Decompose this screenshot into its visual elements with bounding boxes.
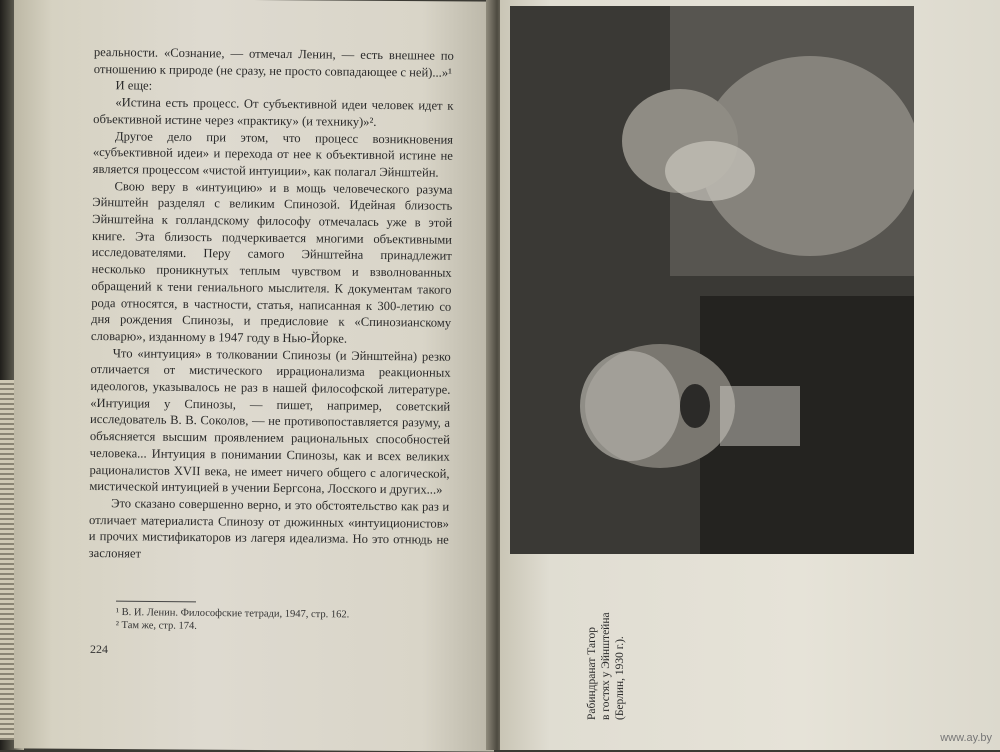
- page-number: 224: [90, 642, 108, 656]
- caption-line: (Берлин, 1930 г.).: [614, 636, 626, 720]
- paragraph: Что «интуиция» в толковании Спинозы (и Эйнштейна) резко отличается от мистического иррационализма реакционных идеологов, указывалось не раз в нашей философской литературе. «Интуиция у Спинозы, — пишет, например, советский исследователь В. В. Соколов, — не противопоставляется разуму, а объясняется высшим проявлением рациональных способностей человека... Интуиция в понимании Спинозы, как и всех великих рационалистов XVII века, не имеет ничего общего с алогической, мистической интуицией в учении Бергсона, Лосского и других...»: [89, 345, 451, 497]
- paragraph: Свою веру в «интуицию» и в мощь человеческого разума Эйнштейн разделял с великим Спинозой. Идейная близость Эйнштейна к голландскому философу отмечалась уже в этой книге. Эта близость подчеркивается многими объективными исследователями. Перу самого Эйнштейна принадлежит несколько проникнутых теплым чувством и взволнованных обращений к тени гениального мыслителя. К документам такого рода относятся, в частности, статья, написанная к 300-летию со дня рождения Спинозы, и предисловие к «Спинозианскому словарю», изданному в 1947 году в Нью-Йорке.: [90, 178, 453, 346]
- footnotes: [116, 606, 446, 635]
- paragraph: «Истина есть процесс. От субъективной идеи человек идет к объективной истине через «практику» (и технику)»².: [93, 95, 454, 129]
- footnote: ² Там же, стр. 174.: [115, 619, 197, 632]
- watermark: www.ay.by: [940, 732, 992, 744]
- paragraph: реальности. «Сознание, — отмечал Ленин, — есть внешнее по отношению к природе (не сразу, не просто совпадающее с ней)...»¹: [93, 44, 454, 80]
- photo-caption: [585, 612, 627, 720]
- footnote: ¹ В. И. Ленин. Философские тетради, 1947, стр. 162.: [115, 606, 350, 621]
- photograph-illustration: [510, 6, 914, 554]
- caption-line: в гостях у Эйнштейна: [600, 612, 612, 720]
- page-edges: [0, 380, 14, 740]
- paragraph: Другое дело при этом, что процесс возникновения «субъективной идеи» и перехода от нее к объективной истине не является процессом «чистой интуиции», как полагал Эйнштейн.: [92, 128, 454, 180]
- paragraph: Это сказано совершенно верно, и это обстоятельство как раз и отличает материалиста Спинозу от дюжинных «интуиционистов» и прочих мистификаторов из лагеря идеализма. Но это отнюдь не заслоняет: [88, 496, 450, 561]
- paragraph: И еще:: [115, 78, 153, 94]
- caption-line: Рабиндранат Тагор: [586, 627, 598, 720]
- photograph: [510, 6, 914, 554]
- main-text: [89, 44, 454, 566]
